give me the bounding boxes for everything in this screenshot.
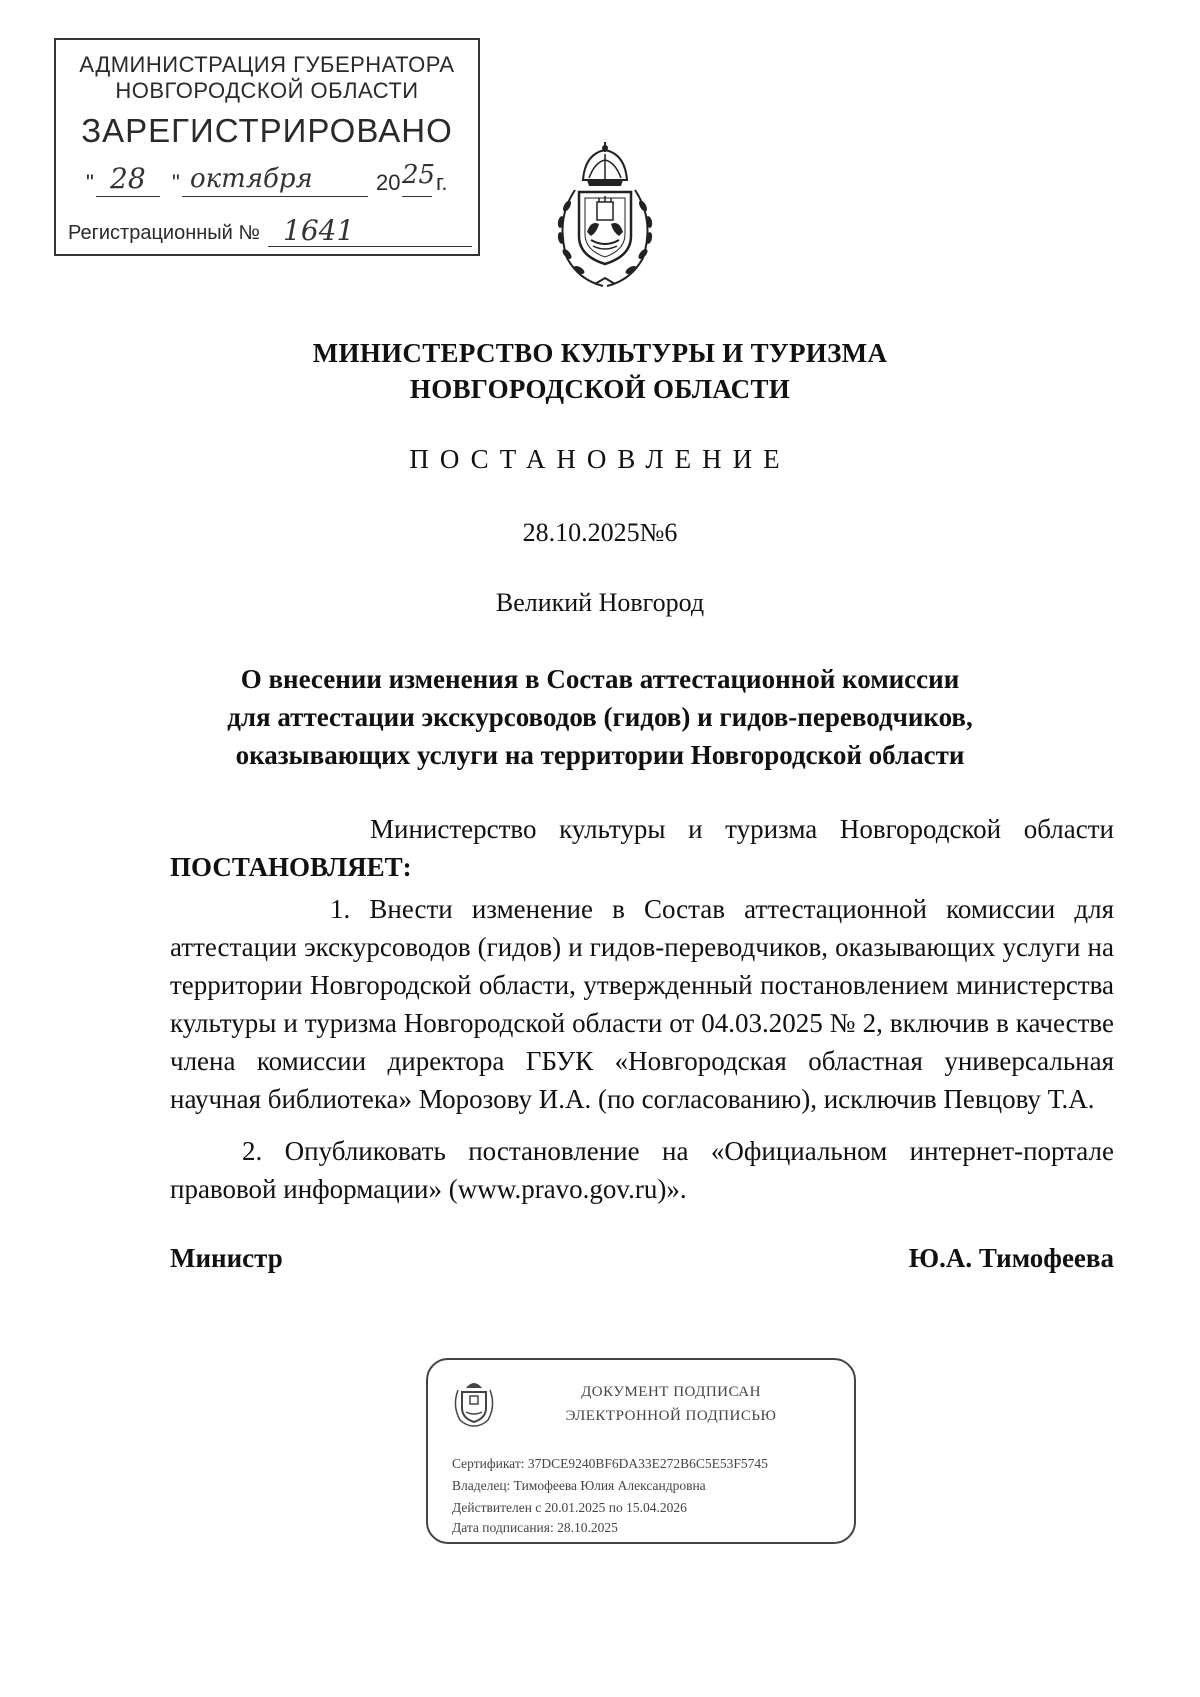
esig-owner: Владелец: Тимофеева Юлия Александровна [452, 1478, 706, 1493]
stamp-day: 28 [110, 162, 146, 195]
esig-certificate: Сертификат: 37DCE9240BF6DA33E272B6C5E53F5745 [452, 1456, 768, 1471]
stamp-month: октября [190, 164, 313, 194]
signer-role: Министр [170, 1243, 283, 1273]
registration-stamp [54, 38, 480, 256]
document-date-number: 28.10.2025№6 [522, 518, 678, 547]
document-type: ПОСТАНОВЛЕНИЕ [409, 444, 791, 474]
ministry-name-line1: МИНИСТЕРСТВО КУЛЬТУРЫ И ТУРИЗМА [312, 338, 888, 368]
stamp-year-unit: г. [436, 170, 448, 195]
document-place: Великий Новгород [495, 588, 705, 617]
stamp-year-prefix: 20 [376, 170, 401, 195]
coat-of-arms-icon [545, 140, 665, 290]
intro-text: Министерство культуры и туризма Новгородской области [370, 814, 1114, 844]
emblem-icon [452, 1376, 496, 1428]
stamp-year-suffix: 25 [402, 160, 436, 190]
body-item-1: 1. Внести изменение в Состав аттестационной комиссии для аттестации экскурсоводов (гидов) и гидов-переводчиков, оказывающих услуги на территории Новгородской области, утвержденный постановлением министерства культуры и туризма Новгородской области от 04.03.2025 № 2, включив в качестве члена комиссии директора ГБУК «Новгородская областная универсальная научная библиотека» Морозову И.А. (по согласованию), исключив Певцову Т.А. [170, 894, 1114, 1114]
ministry-name-line2: НОВГОРОДСКОЙ ОБЛАСТИ [409, 374, 791, 404]
esig-validity: Действителен с 20.01.2025 по 15.04.2026 [452, 1500, 687, 1515]
subject-line3: оказывающих услуги на территории Новгородской области [235, 740, 965, 770]
stamp-year-line [402, 196, 432, 197]
stamp-reg-label: Регистрационный № [68, 222, 260, 244]
stamp-month-line [182, 196, 368, 197]
stamp-reg-number: 1641 [283, 214, 355, 247]
stamp-open-quote: " [86, 170, 94, 195]
electronic-signature-box [426, 1358, 856, 1544]
stamp-close-quote: " [172, 170, 180, 195]
stamp-date [86, 160, 472, 200]
esig-title-line1: ДОКУМЕНТ ПОДПИСАН [581, 1384, 761, 1400]
stamp-reg-number-row [68, 214, 472, 248]
body-intro [170, 810, 1114, 886]
stamp-line2: НОВГОРОДСКОЙ ОБЛАСТИ [115, 78, 419, 103]
resolves-text: ПОСТАНОВЛЯЕТ: [170, 852, 412, 882]
stamp-status: ЗАРЕГИСТРИРОВАНО [81, 112, 453, 149]
esig-signed-date: Дата подписания: 28.10.2025 [452, 1520, 618, 1535]
esig-title-line2: ЭЛЕКТРОННОЙ ПОДПИСЬЮ [565, 1408, 777, 1424]
signer-name: Ю.А. Тимофеева [908, 1243, 1114, 1273]
body-item-2: 2. Опубликовать постановление на «Официальном интернет-портале правовой информации» (www.pravo.gov.ru)». [170, 1136, 1114, 1204]
subject-line1: О внесении изменения в Состав аттестационной комиссии [240, 664, 960, 694]
subject-line2: для аттестации экскурсоводов (гидов) и гидов-переводчиков, [227, 702, 973, 732]
stamp-line1: АДМИНИСТРАЦИЯ ГУБЕРНАТОРА [79, 52, 455, 77]
stamp-day-line [96, 196, 160, 197]
